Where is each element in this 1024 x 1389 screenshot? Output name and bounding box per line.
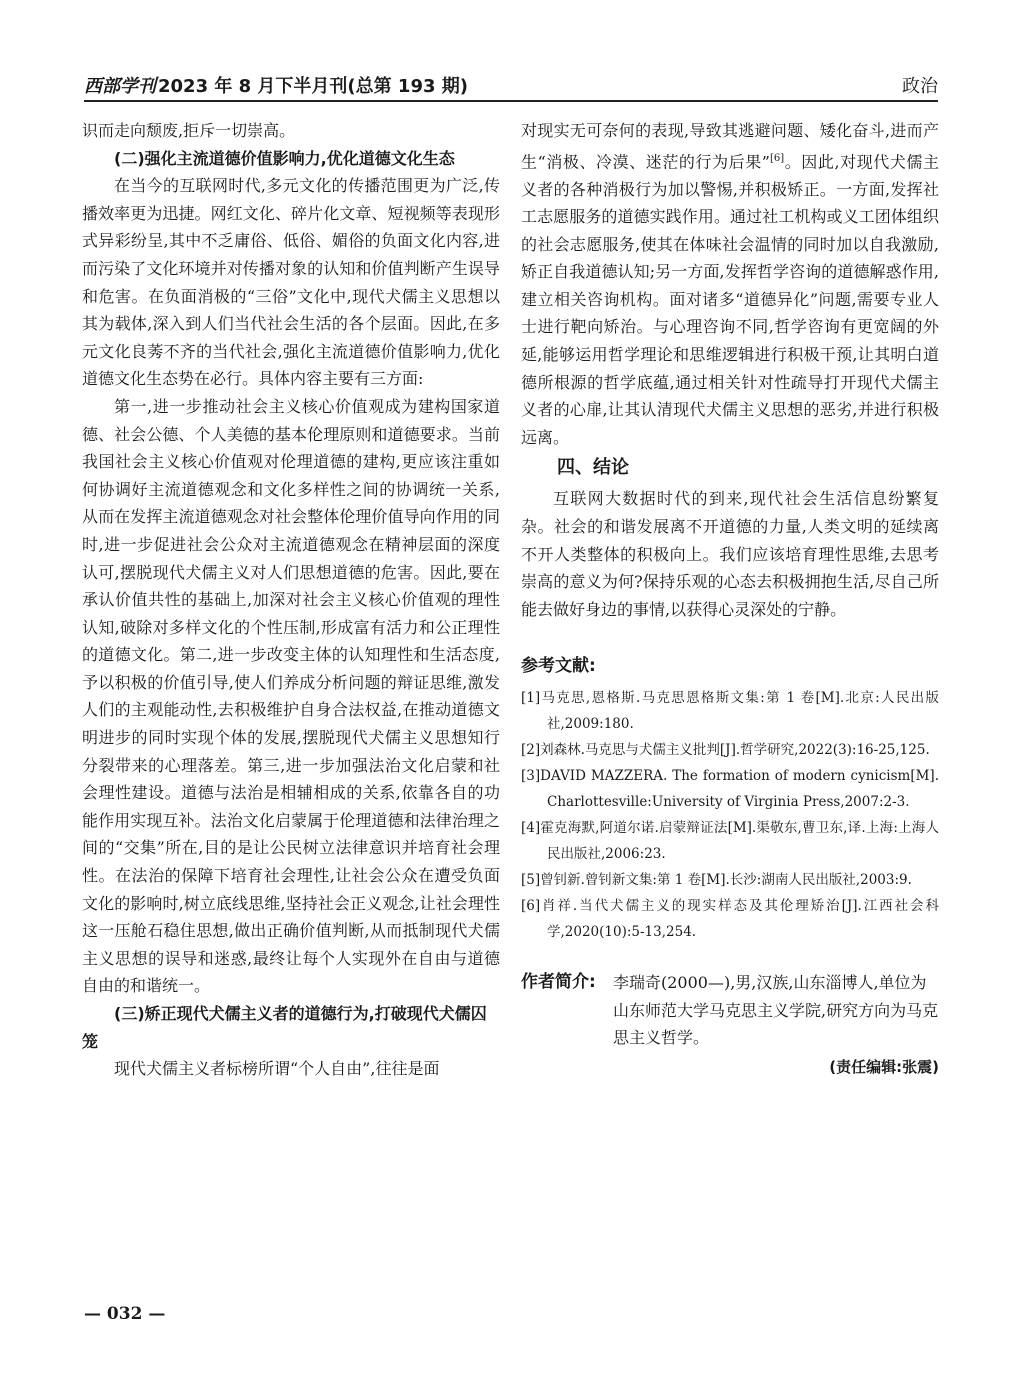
paragraph-text: 对现实无可奈何的表现,导致其逃避问题、矮化奋斗,进而产生“消极、冷漠、迷茫的行为后果”	[521, 121, 939, 171]
header-rule	[84, 100, 938, 102]
citation-marker: [6]	[769, 152, 785, 164]
journal-logo: 西部学刊	[84, 76, 156, 97]
paragraph: 第一,进一步推动社会主义核心价值观成为建构国家道德、社会公德、个人美德的基本伦理原则和道德要求。当前我国社会主义核心价值观对伦理道德的建构,更应该注重如何协调好主流道德观念和文化多样性之间的协调统一关系,从而在发挥主流道德观念对社会整体伦理价值导向作用的同时,进一步促进社会公众对主流道德观念在精神层面的深度认可,摆脱现代犬儒主义对人们思想道德的危害。因此,要在承认价值共性的基础上,加深对社会主义核心价值观的理性认知,破除对多样文化的个性压制,形成富有活力和公正理性的道德文化。第二,进一步改变主体的认知理性和生活态度,予以积极的价值引导,使人们养成分析问题的辩证思维,激发人们的主观能动性,去积极维护自身合法权益,在推动道德文明进步的同时实现个体的发展,摆脱现代犬儒主义思想知行分裂带来的心理落差。第三,进一步加强法治文化启蒙和社会理性建设。道德与法治是相辅相成的关系,依靠各自的功能作用实现互补。法治文化启蒙属于伦理道德和法律治理之间的“交集”所在,目的是让公民树立法律意识并培育社会理性。在法治的保障下培育社会理性,让社会公众在遭受负面文化的影响时,树立底线思维,坚持社会正义观念,让社会理性这一压舱石稳住思想,做出正确价值判断,从而抵制现代犬儒主义思想的误导和迷惑,最终让每个人实现外在自由与道德自由的和谐统一。	[82, 396, 500, 996]
reference-item: [2]刘森林.马克思与犬儒主义批判[J].哲学研究,2022(3):16-25,125.	[521, 742, 930, 759]
paragraph: 识而走向颓废,拒斥一切崇高。	[82, 121, 296, 140]
subsection-heading: (二)强化主流道德价值影响力,优化道德文化生态	[114, 148, 455, 168]
paragraph: 现代犬儒主义者标榜所谓“个人自由”,往往是面	[114, 1059, 440, 1079]
reference-item: [1]马克思,恩格斯.马克思恩格斯文集:第 1 卷[M].北京:人民出版社,2009:180.	[521, 690, 939, 733]
right-column	[521, 117, 939, 1081]
author-label: 作者简介:	[521, 972, 596, 993]
author-bio	[521, 969, 939, 1052]
left-column	[82, 117, 500, 1083]
paragraph: 互联网大数据时代的到来,现代社会生活信息纷繁复杂。社会的和谐发展离不开道德的力量,人类文明的延续离不开人类整体的积极向上。我们应该培育理性思维,去思考崇高的意义为何?保持乐观的心态去积极拥抱生活,尽自己所能去做好身边的事情,以获得心灵深处的宁静。	[521, 489, 939, 619]
references-title: 参考文献:	[521, 656, 596, 677]
reference-item: [5]曾钊新.曾钊新文集:第 1 卷[M].长沙:湖南人民出版社,2003:9.	[521, 872, 912, 889]
author-text: 李瑞奇(2000—),男,汉族,山东淄博人,单位为山东师范大学马克思主义学院,研究方向为马克思主义哲学。	[613, 973, 939, 1048]
editor-note: (责任编辑:张震)	[829, 1057, 939, 1076]
journal-issue	[84, 72, 468, 98]
running-header	[84, 70, 938, 100]
reference-item: [6]肖祥.当代犬儒主义的现实样态及其伦理矫治[J].江西社会科学,2020(10):5-13,254.	[521, 898, 939, 941]
paragraph: 在当今的互联网时代,多元文化的传播范围更为广泛,传播效率更为迅捷。网红文化、碎片化文章、短视频等表现形式异彩纷呈,其中不乏庸俗、低俗、媚俗的负面文化内容,进而污染了文化环境并对传播对象的认知和价值判断产生误导和危害。在负面消极的“三俗”文化中,现代犬儒主义思想以其为载体,深入到人们当代社会生活的各个层面。因此,在多元文化良莠不齐的当代社会,强化主流道德价值影响力,优化道德文化生态势在必行。具体内容主要有三方面:	[82, 176, 500, 389]
page-number: — 032 —	[84, 1304, 166, 1324]
issue-label: 2023 年 8 月下半月刊(总第 193 期)	[158, 76, 468, 97]
subsection-heading: (三)矫正现代犬儒主义者的道德行为,打破现代犬儒囚笼	[82, 1004, 487, 1051]
paragraph	[521, 117, 939, 451]
section-name: 政治	[902, 76, 938, 97]
reference-item: [4]霍克海默,阿道尔诺.启蒙辩证法[M].渠敬东,曹卫东,译.上海:上海人民出版社,2006:23.	[521, 820, 939, 863]
section-heading: 四、结论	[557, 457, 629, 479]
paragraph-text: 。因此,对现代犬儒主义者的各种消极行为加以警惕,并积极矫正。一方面,发挥社工志愿服务的道德实践作用。通过社工机构或义工团体组织的社会志愿服务,使其在体味社会温情的同时加以自我激励,矫正自我道德认知;另一方面,发挥哲学咨询的道德解惑作用,建立相关咨询机构。面对诸多“道德异化”问题,需要专业人士进行靶向矫治。与心理咨询不同,哲学咨询有更宽阔的外延,能够运用哲学理论和思维逻辑进行积极干预,让其明白道德所根源的哲学底蕴,通过相关针对性疏导打开现代犬儒主义者的心扉,让其认清现代犬儒主义思想的恶劣,并进行积极远离。	[521, 151, 939, 447]
reference-item: [3]DAVID MAZZERA. The formation of modern cynicism[M]. Charlottesville:University of Virginia Press,2007:2-3.	[521, 768, 939, 811]
